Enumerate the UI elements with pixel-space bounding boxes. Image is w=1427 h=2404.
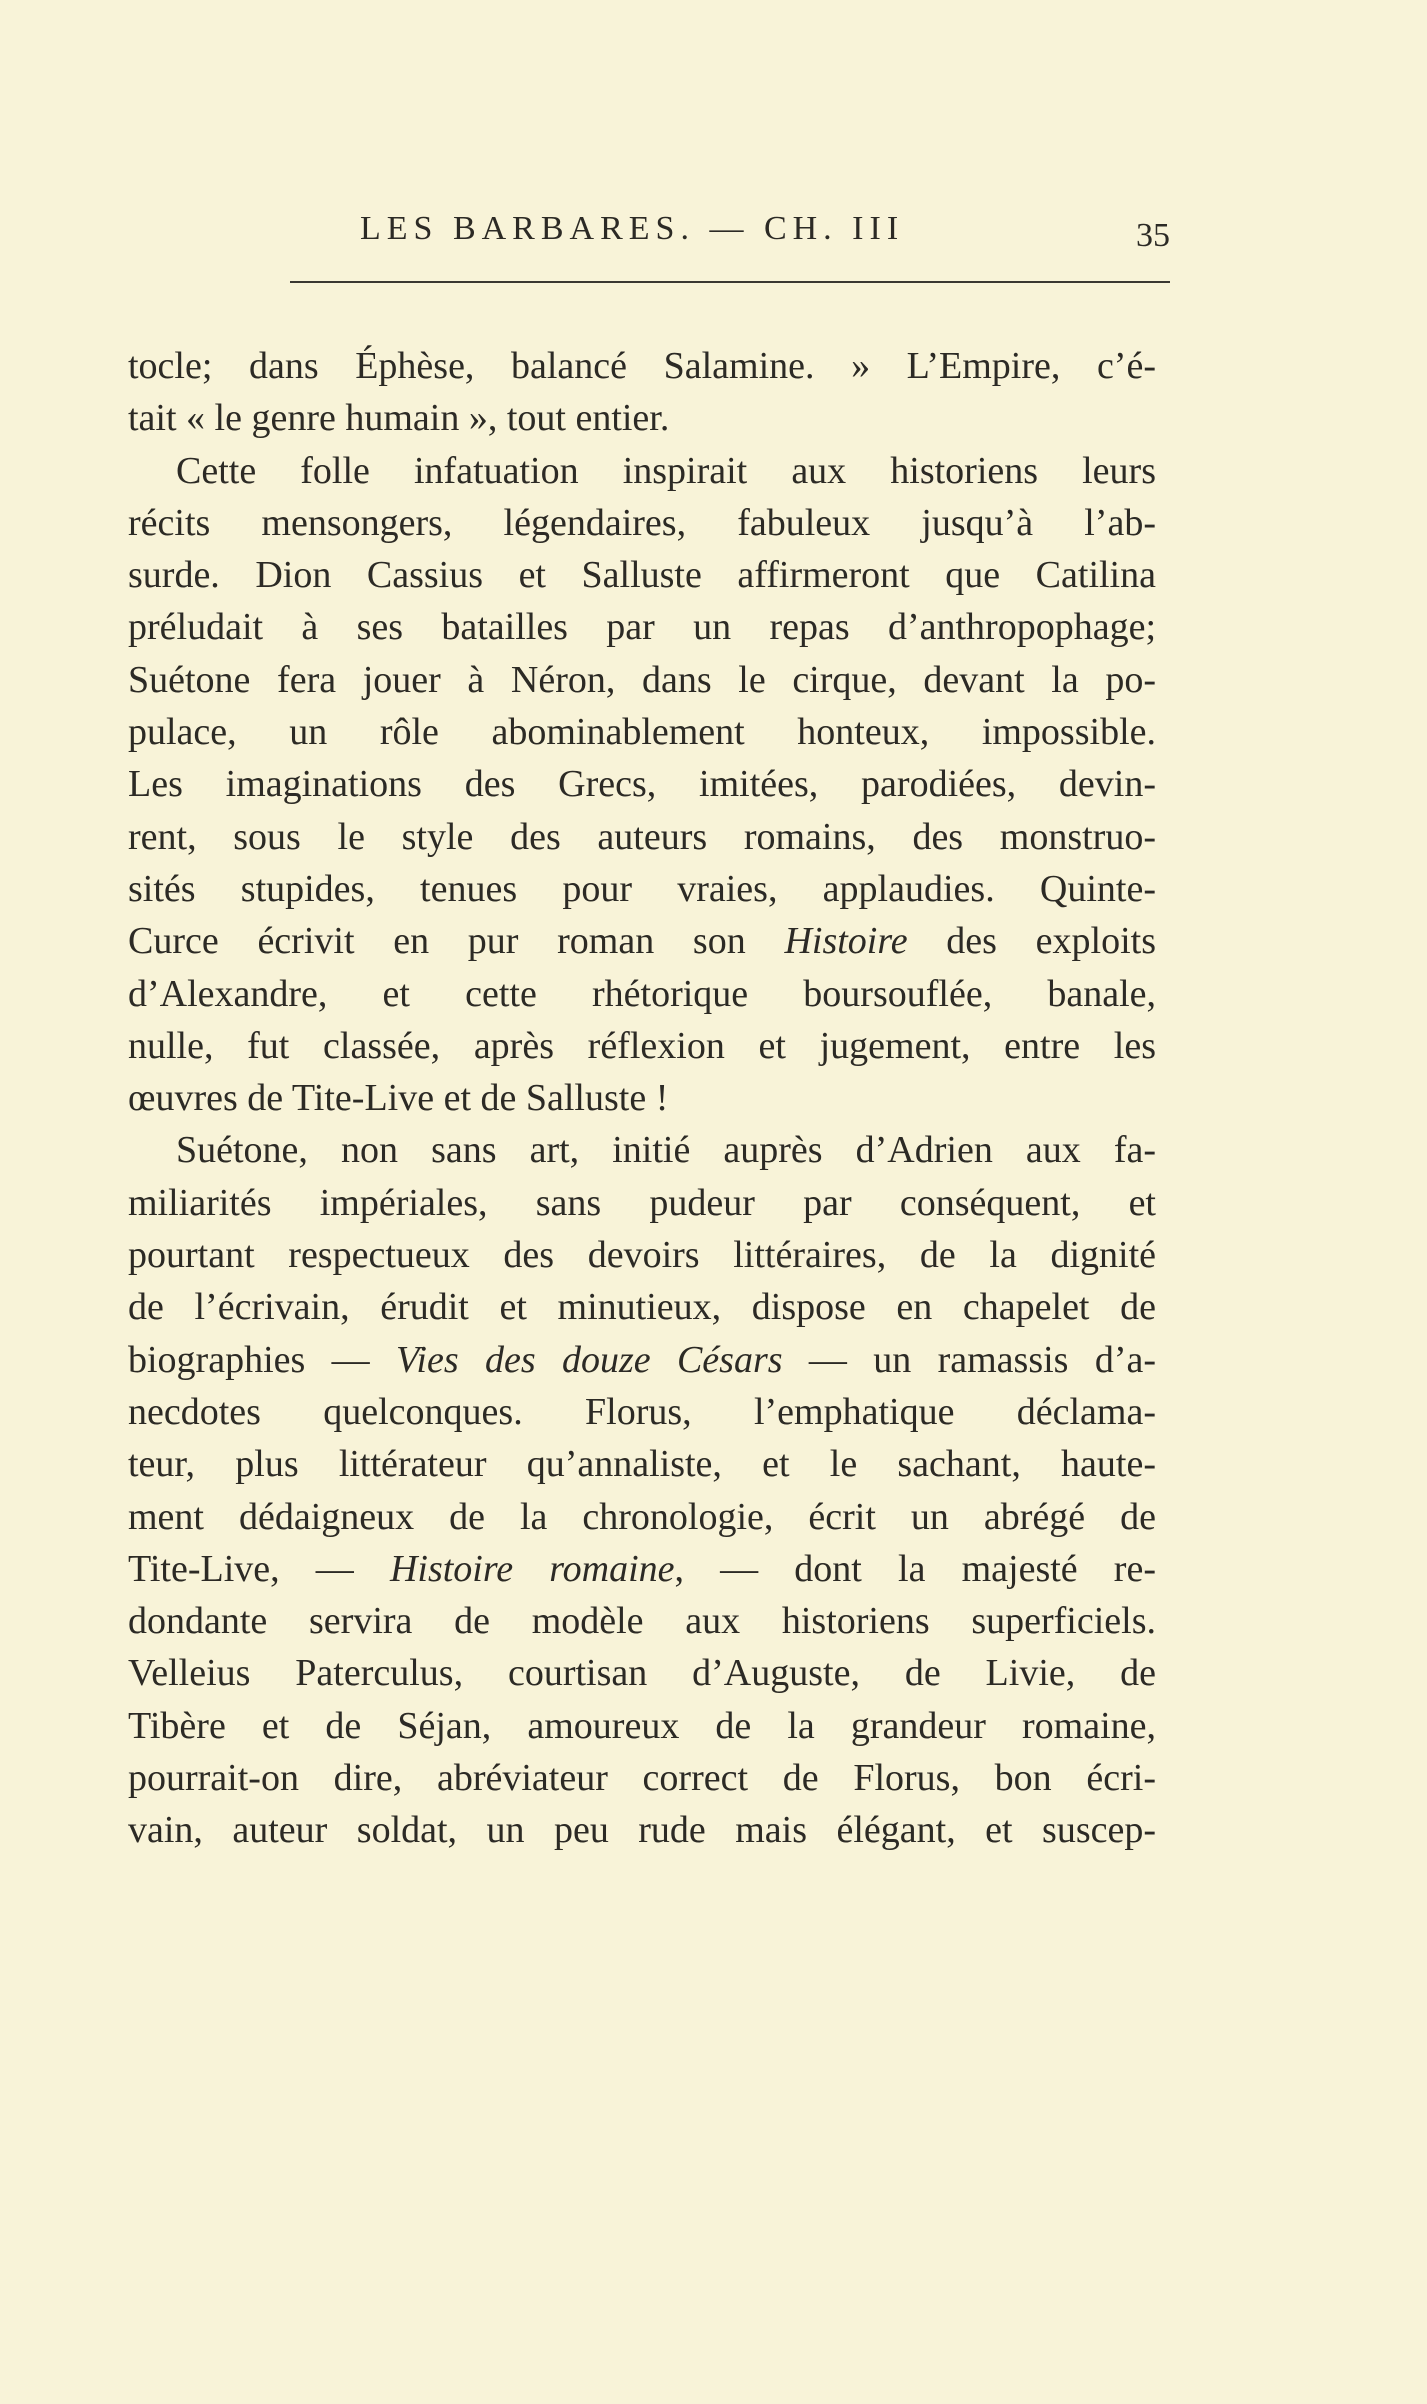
text-line: préludait à ses batailles par un repas d’anthropophage; (128, 606, 1156, 649)
text-line: tocle; dans Éphèse, balancé Salamine. » L’Empire, c’é- (128, 345, 1156, 387)
text-line: Cette folle infatuation inspirait aux historiens leurs (176, 449, 1156, 492)
header-rule (290, 281, 1170, 283)
text-line: teur, plus littérateur qu’annaliste, et le sachant, haute- (128, 1443, 1156, 1486)
text-line: miliarités impériales, sans pudeur par conséquent, et (128, 1181, 1156, 1224)
text-line: ment dédaigneux de la chronologie, écrit un abrégé de (128, 1495, 1156, 1538)
italic-title: Histoire romaine (389, 1547, 675, 1590)
text-line: de l’écrivain, érudit et minutieux, dispose en chapelet de (128, 1286, 1156, 1329)
text-line: dondante servira de modèle aux historiens superficiels. (128, 1600, 1156, 1643)
text-line: d’Alexandre, et cette rhétorique boursouflée, banale, (128, 972, 1156, 1015)
text-line: pulace, un rôle abominablement honteux, impossible. (128, 711, 1156, 754)
text-line: necdotes quelconques. Florus, l’emphatique déclama- (128, 1390, 1156, 1433)
text-line: pourtant respectueux des devoirs littéraires, de la dignité (128, 1234, 1156, 1277)
text-line: Suétone fera jouer à Néron, dans le cirque, devant la po- (128, 658, 1156, 701)
text-line: Tibère et de Séjan, amoureux de la grandeur romaine, (128, 1704, 1156, 1747)
running-head: LES BARBARES. — CH. III (360, 210, 905, 247)
text-line: vain, auteur soldat, un peu rude mais élégant, et suscep- (128, 1809, 1156, 1852)
text-line: surde. Dion Cassius et Salluste affirmeront que Catilina (128, 554, 1156, 597)
italic-title: Histoire (784, 920, 908, 963)
page-header (290, 205, 1170, 265)
text-line: nulle, fut classée, après réflexion et jugement, entre les (128, 1024, 1156, 1067)
text-line: Les imaginations des Grecs, imitées, parodiées, devin- (128, 763, 1156, 806)
text-line: Velleius Paterculus, courtisan d’Auguste, de Livie, de (128, 1652, 1156, 1695)
body-text (128, 340, 1156, 1857)
text-line: Suétone, non sans art, initié auprès d’Adrien aux fa- (176, 1129, 1156, 1172)
text-line: biographies — Vies des douze Césars — un ramassis d’a- (128, 1338, 1156, 1381)
text-line: œuvres de Tite-Live et de Salluste ! (128, 1077, 669, 1120)
text-line: sités stupides, tenues pour vraies, applaudies. Quinte- (128, 867, 1156, 910)
text-line: récits mensongers, légendaires, fabuleux jusqu’à l’ab- (128, 501, 1156, 544)
italic-title: Vies des douze Césars (396, 1338, 783, 1381)
text-line: pourrait-on dire, abréviateur correct de Florus, bon écri- (128, 1757, 1156, 1800)
text-line: rent, sous le style des auteurs romains, des monstruo- (128, 815, 1156, 858)
text-line: tait « le genre humain », tout entier. (128, 397, 670, 440)
text-line: Tite-Live, — Histoire romaine, — dont la majesté re- (128, 1547, 1156, 1590)
page-number: 35 (1136, 217, 1170, 254)
text-line: Curce écrivit en pur roman son Histoire des exploits (128, 920, 1156, 963)
